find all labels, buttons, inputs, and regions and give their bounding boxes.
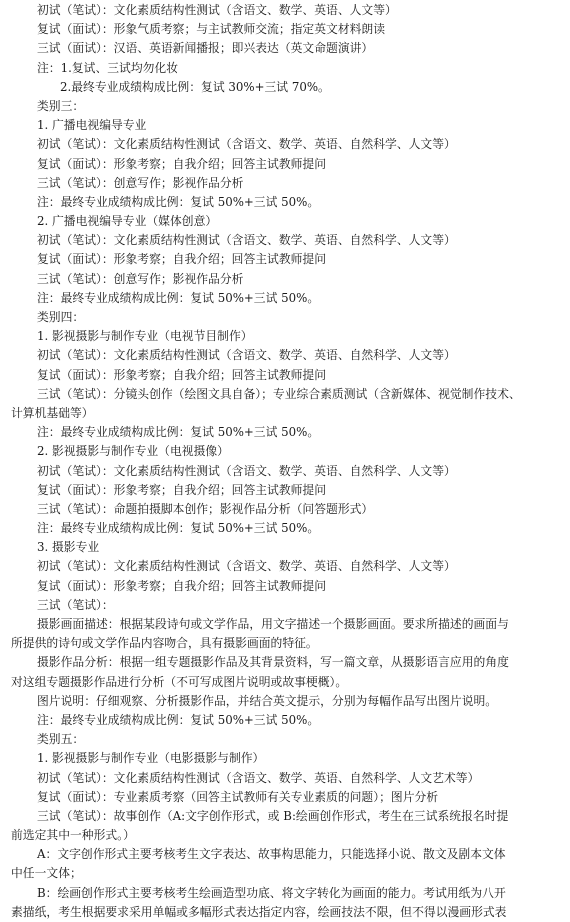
text-line: 注：最终专业成绩构成比例：复试 50%+三试 50%。 [37,712,320,727]
subsection-heading: 1. 影视摄影与制作专业（电视节目制作） [37,329,253,344]
text-line: 复试（面试）：形象考察；自我介绍；回答主试教师提问 [37,156,327,171]
subsection-heading: 3. 摄影专业 [37,540,100,555]
text-line: 初试（笔试）：文化素质结构性测试（含语文、数学、英语、人文等） [37,3,397,17]
text-line: 三试（笔试）：创意写作；影视作品分析 [37,175,244,190]
text-line: 三试（面试）：汉语、英语新闻播报；即兴表达（英文命题演讲） [37,41,374,56]
section-heading: 类别五： [37,732,85,747]
text-line: 注：最终专业成绩构成比例：复试 50%+三试 50%。 [37,521,320,536]
text-line: 前选定其中一种形式。） [11,828,135,843]
text-line: B：绘画创作形式主要考核考生绘画造型功底、将文字转化为画面的能力。考试用纸为八开 [37,885,506,900]
document-page [0,1,570,922]
text-line: 复试（面试）：形象气质考察；与主试教师交流；指定英文材料朗读 [37,22,386,37]
text-line: 注：1.复试、三试均勿化妆 [37,60,179,75]
text-line: 初试（笔试）：文化素质结构性测试（含语文、数学、英语、自然科学、人文等） [37,137,456,152]
text-line: 三试（笔试）：创意写作；影视作品分析 [37,271,244,286]
text-line: 素描纸，考生根据要求采用单幅或多幅形式表达指定内容，绘画技法不限，但不得以漫画形式表 [11,904,507,919]
text-line: 计算机基础等） [11,405,94,420]
text-line: 复试（面试）：形象考察；自我介绍；回答主试教师提问 [37,482,327,497]
text-line: 中任一文体； [11,866,82,881]
text-line: 初试（笔试）：文化素质结构性测试（含语文、数学、英语、自然科学、人文等） [37,348,456,363]
text-line: 初试（笔试）：文化素质结构性测试（含语文、数学、英语、自然科学、人文等） [37,559,456,574]
text-line: 2.最终专业成绩构成比例：复试 30%+三试 70%。 [60,79,330,94]
text-line: 摄影作品分析：根据一组专题摄影作品及其背景资料，写一篇文章，从摄影语言应用的角度 [37,655,509,670]
section-heading: 类别三： [37,98,85,113]
text-line: 注：最终专业成绩构成比例：复试 50%+三试 50%。 [37,194,320,209]
text-line: 注：最终专业成绩构成比例：复试 50%+三试 50%。 [37,425,320,440]
text-line: 对这组专题摄影作品进行分析（不可写成图片说明或故事梗概）。 [11,674,348,689]
text-line: 三试（笔试）： [37,597,114,612]
text-line: 复试（面试）：形象考察；自我介绍；回答主试教师提问 [37,578,327,593]
text-line: 摄影画面描述：根据某段诗句或文学作品，用文字描述一个摄影画面。要求所描述的画面与 [37,617,509,631]
subsection-heading: 2. 影视摄影与制作专业（电视摄像） [37,444,229,459]
text-line: 初试（笔试）：文化素质结构性测试（含语文、数学、英语、自然科学、人文等） [37,233,456,248]
text-line: 复试（面试）：专业素质考察（回答主试教师有关专业素质的问题）；图片分析 [37,789,439,804]
text-line: 三试（笔试）：故事创作（A:文字创作形式，或 B:绘画创作形式，考生在三试系统报名时提 [37,808,509,823]
text-line: A：文字创作形式主要考核考生文字表达、故事构思能力，只能选择小说、散文及剧本文体 [37,847,506,862]
text-line: 三试（笔试）：分镜头创作（绘图文具自备）；专业综合素质测试（含新媒体、视觉制作技术、 [37,386,521,401]
text-line: 图片说明：仔细观察、分析摄影作品，并结合英文提示，分别为每幅作品写出图片说明。 [37,693,498,708]
subsection-heading: 1. 影视摄影与制作专业（电影摄影与制作） [37,751,265,766]
section-heading: 类别四： [37,310,85,324]
text-line: 复试（面试）：形象考察；自我介绍；回答主试教师提问 [37,367,327,382]
text-line: 所提供的诗句或文学作品内容吻合，具有摄影画面的特征。 [11,636,318,651]
text-line: 初试（笔试）：文化素质结构性测试（含语文、数学、英语、自然科学、人文等） [37,463,456,478]
text-line: 注：最终专业成绩构成比例：复试 50%+三试 50%。 [37,290,320,305]
text-line: 复试（面试）：形象考察；自我介绍；回答主试教师提问 [37,252,327,267]
subsection-heading: 2. 广播电视编导专业（媒体创意） [37,214,218,229]
text-line: 初试（笔试）：文化素质结构性测试（含语文、数学、英语、自然科学、人文艺术等） [37,770,480,785]
subsection-heading: 1. 广播电视编导专业 [37,118,147,133]
text-line: 三试（笔试）：命题拍摄脚本创作；影视作品分析（问答题形式） [37,501,374,516]
